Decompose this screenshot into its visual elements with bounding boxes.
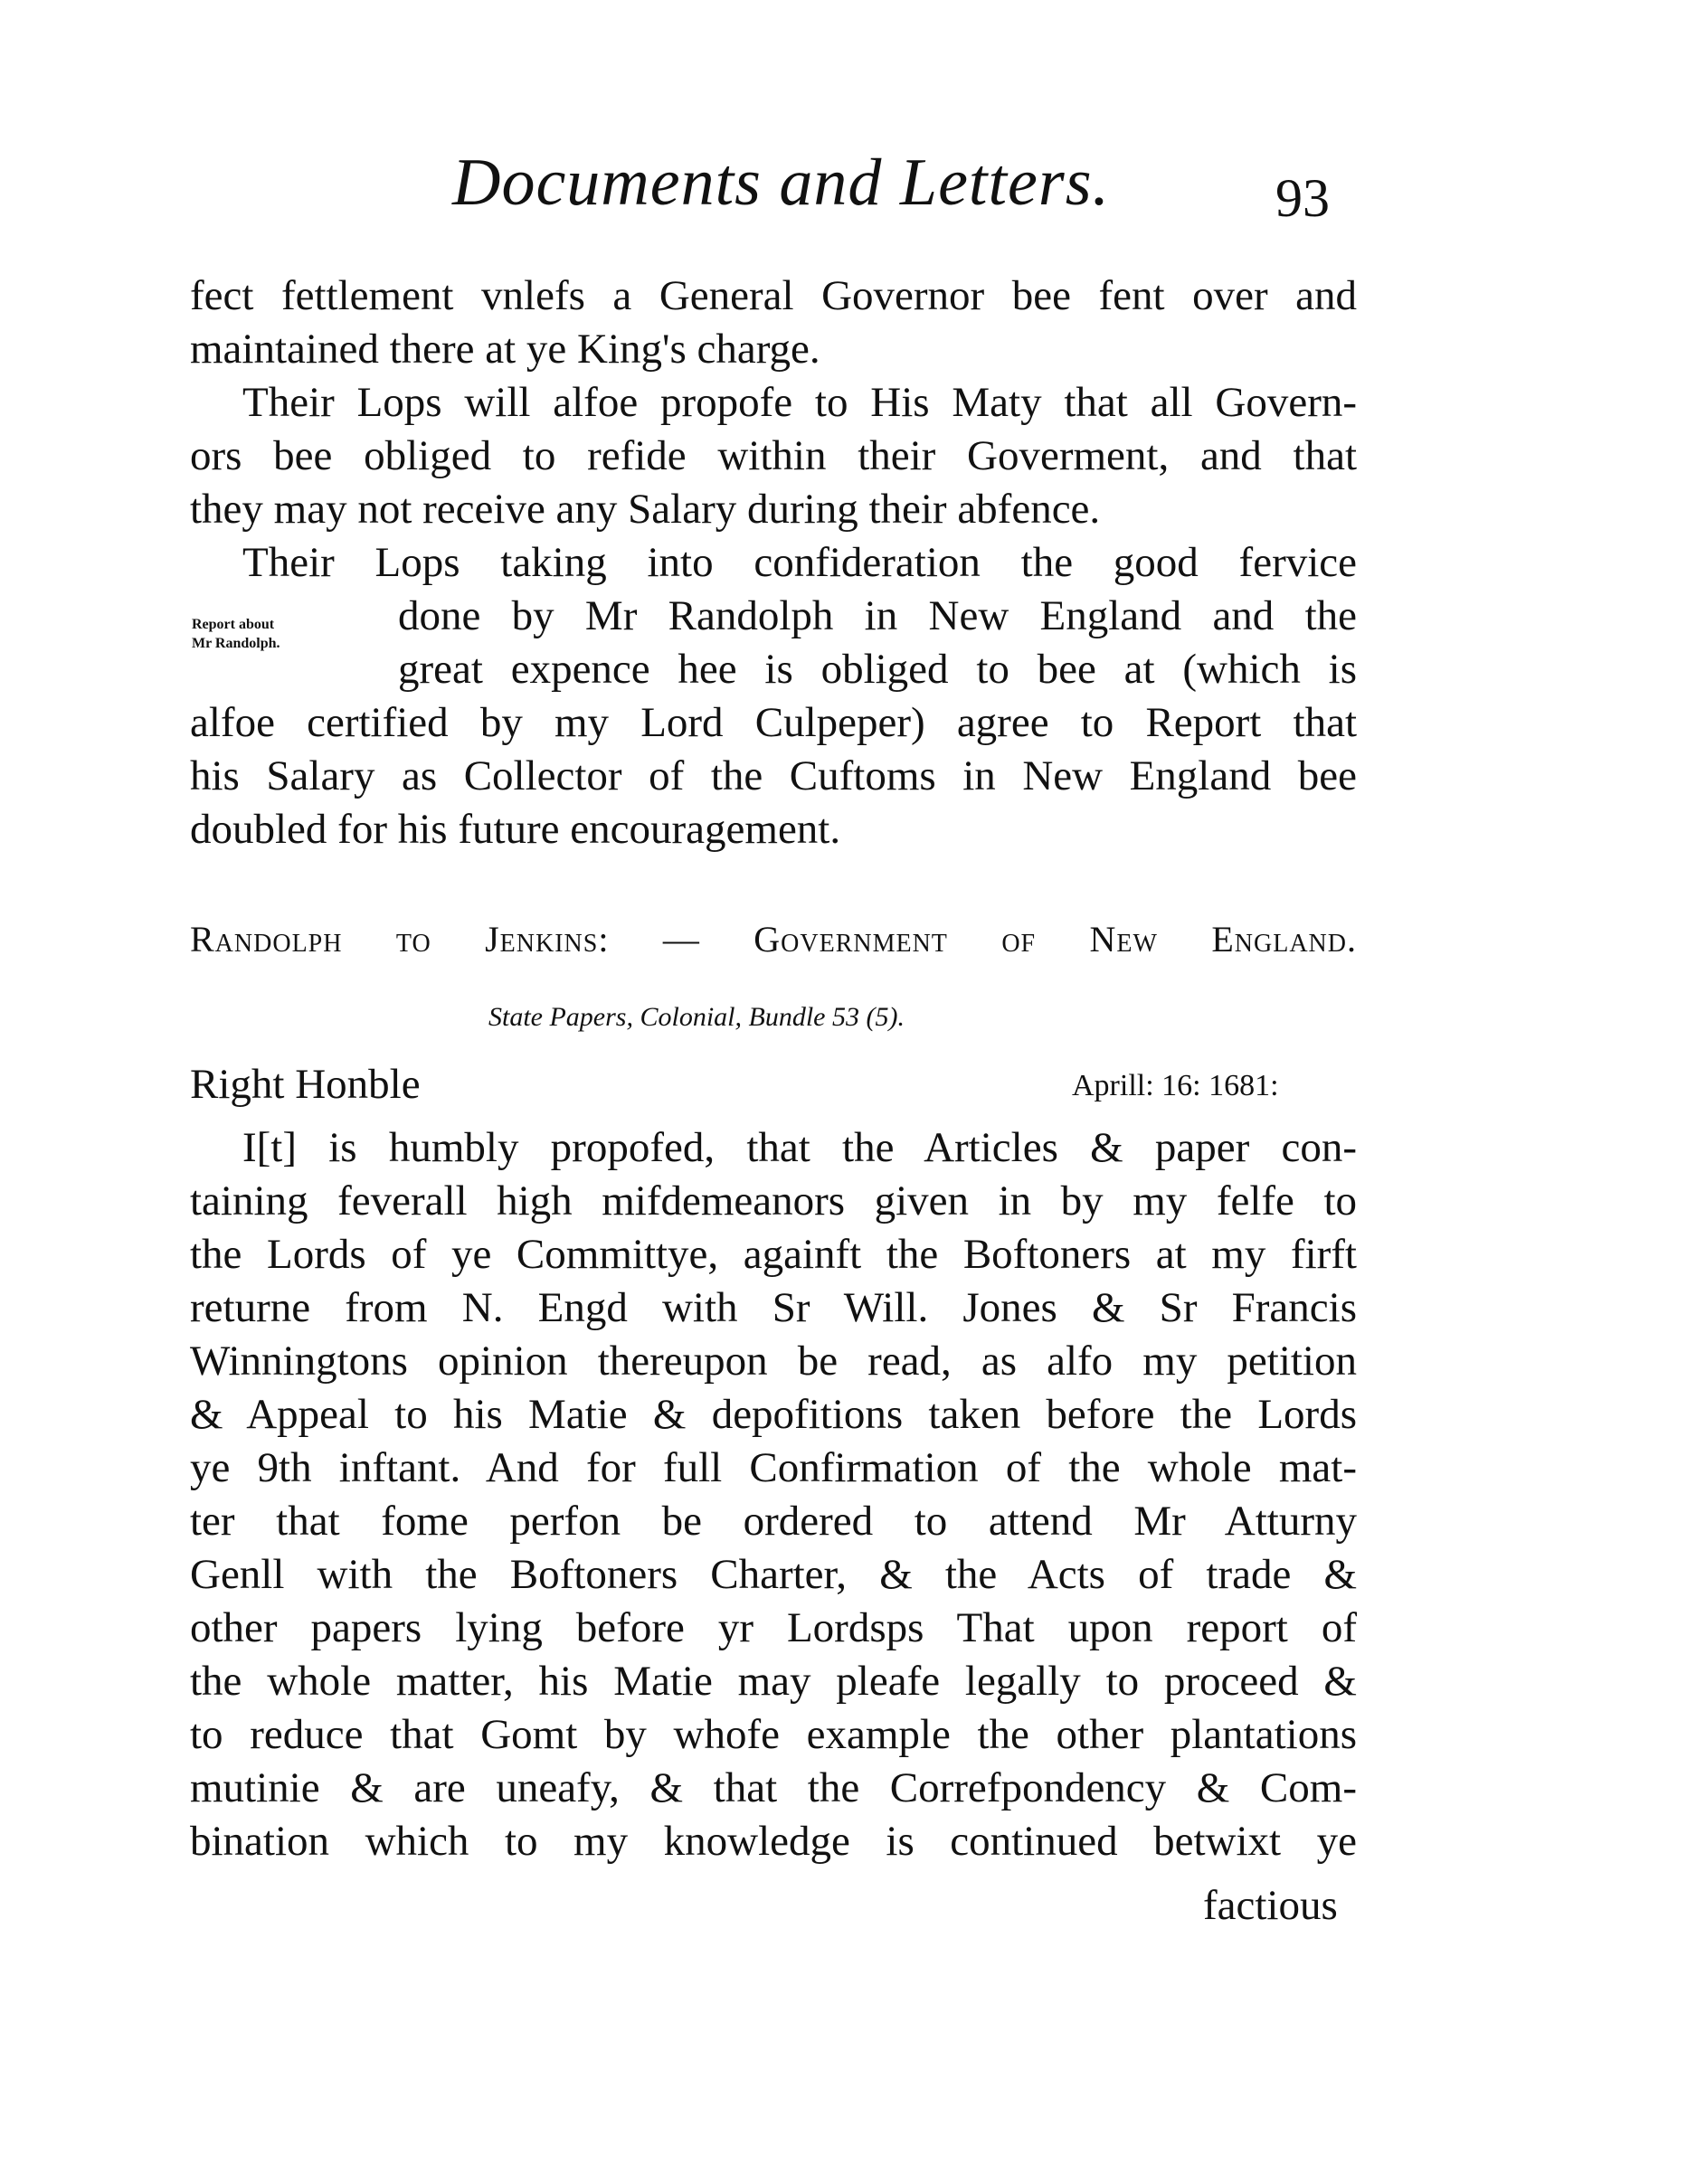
text-line: the whole matter, his Matie may pleafe legally to proceed &	[190, 1658, 1357, 1705]
text-line: ye 9th inftant. And for full Confirmation of the whole mat-	[190, 1444, 1357, 1491]
text-line: taining feverall high mifdemeanors given in by my felfe to	[190, 1177, 1357, 1224]
catchword: factious	[1203, 1882, 1338, 1929]
text-line: alfoe certified by my Lord Culpeper) agree to Report that	[190, 699, 1357, 746]
text-line: fect fettlement vnlefs a General Governor bee fent over and	[190, 272, 1357, 319]
text-line: doubled for his future encouragement.	[190, 806, 841, 853]
text-line: maintained there at ye King's charge.	[190, 326, 820, 373]
text-line: I[t] is humbly propofed, that the Articles & paper con-	[242, 1124, 1357, 1171]
text-line: ter that fome perfon be ordered to attend Mr Atturny	[190, 1498, 1357, 1545]
margin-note-line: Mr Randolph.	[192, 636, 280, 651]
text-line: done by Mr Randolph in New England and the	[398, 592, 1357, 639]
letter-date: Aprill: 16: 1681:	[1072, 1069, 1279, 1102]
text-line: returne from N. Engd with Sr Will. Jones & Sr Francis	[190, 1284, 1357, 1331]
text-line: they may not receive any Salary during their abfence.	[190, 486, 1101, 533]
text-line: Their Lops will alfoe propofe to His Maty that all Govern-	[242, 379, 1357, 426]
paragraph-settlement	[190, 269, 1357, 376]
text-line: Winningtons opinion thereupon be read, as alfo my petition	[190, 1338, 1357, 1385]
page-number: 93	[1275, 168, 1330, 228]
section-heading: Randolph to Jenkins: — Government of New England.	[190, 919, 1357, 960]
paragraph-randolph-salary	[190, 536, 1357, 856]
text-line: bination which to my knowledge is continued betwixt ye	[190, 1818, 1357, 1865]
text-line: & Appeal to his Matie & depofitions taken before the Lords	[190, 1391, 1357, 1438]
margin-note-line: Report about	[192, 617, 275, 632]
text-line: his Salary as Collector of the Cuftoms in New England bee	[190, 752, 1357, 799]
text-line: the Lords of ye Committye, againft the Boftoners at my firft	[190, 1231, 1357, 1278]
running-title: Documents and Letters.	[452, 146, 1110, 220]
text-line: to reduce that Gomt by whofe example the other plantations	[190, 1711, 1357, 1758]
text-line: Genll with the Boftoners Charter, & the Acts of trade &	[190, 1551, 1357, 1598]
text-line: ors bee obliged to refide within their Goverment, and that	[190, 432, 1357, 479]
letter-body	[190, 1121, 1357, 1868]
text-line: great expence hee is obliged to bee at (which is	[398, 646, 1357, 693]
salutation: Right Honble	[190, 1061, 421, 1108]
paragraph-governors	[190, 376, 1357, 536]
text-line: mutinie & are uneafy, & that the Correfpondency & Com-	[190, 1764, 1357, 1811]
source-citation: State Papers, Colonial, Bundle 53 (5).	[488, 1002, 905, 1032]
text-line: other papers lying before yr Lordsps That upon report of	[190, 1604, 1357, 1651]
text-line: Their Lops taking into confideration the good fervice	[242, 539, 1357, 586]
